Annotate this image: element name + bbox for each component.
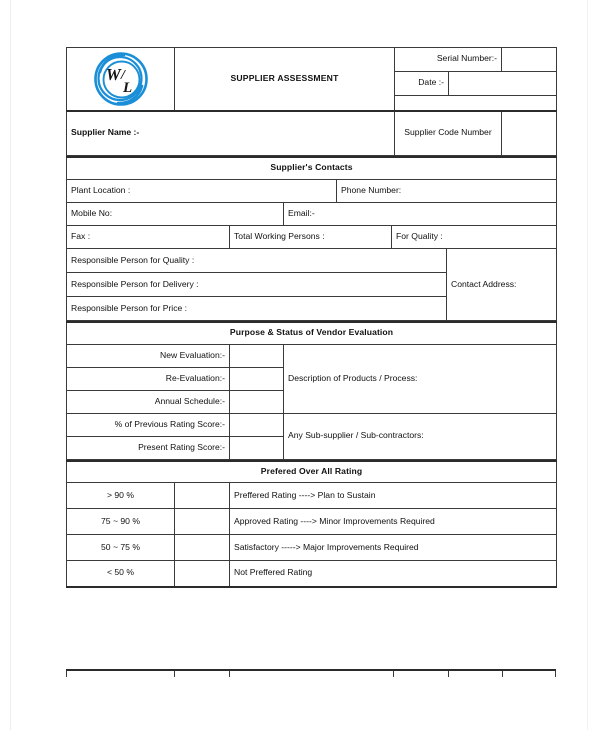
rating-range-2: 50 ~ 75 %	[67, 535, 175, 561]
any-sub-supplier-field[interactable]: Any Sub-supplier / Sub-contractors:	[284, 413, 557, 459]
table-row	[67, 561, 557, 587]
wil-logo-icon	[90, 48, 152, 110]
rating-range-1: 75 ~ 90 %	[67, 509, 175, 535]
present-rating-score-value[interactable]	[230, 436, 284, 459]
supplier-name-field[interactable]: Supplier Name :-	[67, 111, 395, 155]
supplier-assessment-form	[66, 47, 556, 588]
re-evaluation-label: Re-Evaluation:-	[67, 367, 230, 390]
new-evaluation-label: New Evaluation:-	[67, 344, 230, 367]
header-blank-cell[interactable]	[395, 95, 557, 111]
table-row	[67, 509, 557, 535]
rating-section-title: Prefered Over All Rating	[67, 461, 557, 483]
evaluation-section-title: Purpose & Status of Vendor Evaluation	[67, 322, 557, 344]
supplier-code-value[interactable]	[502, 111, 557, 155]
row-mobile-email	[67, 203, 557, 226]
phone-number-field[interactable]: Phone Number:	[337, 180, 557, 203]
rating-description-3: Not Preffered Rating	[230, 561, 557, 587]
rating-mark-1[interactable]	[175, 509, 230, 535]
row-plant-location	[67, 180, 557, 203]
evaluation-table	[66, 321, 557, 460]
rating-range-0: > 90 %	[67, 483, 175, 509]
description-of-products-field[interactable]: Description of Products / Process:	[284, 344, 557, 413]
rating-section-header-row	[67, 461, 557, 483]
svg-text:L: L	[122, 80, 132, 96]
re-evaluation-value[interactable]	[230, 367, 284, 390]
table-row	[67, 483, 557, 509]
mobile-no-field[interactable]: Mobile No:	[67, 203, 284, 226]
supplier-code-label: Supplier Code Number	[395, 111, 502, 155]
contacts-table	[66, 156, 557, 322]
date-value[interactable]	[449, 71, 557, 95]
evaluation-row-new	[67, 344, 557, 367]
responsible-person-quality-field[interactable]: Responsible Person for Quality :	[67, 249, 447, 273]
rating-range-3: < 50 %	[67, 561, 175, 587]
annual-schedule-label: Annual Schedule:-	[67, 390, 230, 413]
row-fax-persons-quality	[67, 226, 557, 249]
page-sheet	[10, 0, 588, 730]
plant-location-field[interactable]: Plant Location :	[67, 180, 337, 203]
annual-schedule-value[interactable]	[230, 390, 284, 413]
svg-text:W: W	[105, 65, 121, 84]
fax-field[interactable]: Fax :	[67, 226, 230, 249]
previous-rating-score-value[interactable]	[230, 413, 284, 436]
for-quality-field[interactable]: For Quality :	[392, 226, 557, 249]
rating-mark-3[interactable]	[175, 561, 230, 587]
serial-number-value[interactable]	[502, 48, 557, 72]
date-label: Date :-	[395, 71, 449, 95]
serial-number-label: Serial Number:-	[395, 48, 502, 72]
rating-table	[66, 460, 557, 588]
responsible-person-delivery-field[interactable]: Responsible Person for Delivery :	[67, 273, 447, 297]
supplier-name-row	[67, 111, 557, 155]
evaluation-row-previous-score	[67, 413, 557, 436]
header-table	[66, 47, 557, 156]
evaluation-section-header-row	[67, 322, 557, 344]
logo-cell	[67, 48, 175, 112]
total-working-persons-field[interactable]: Total Working Persons :	[230, 226, 392, 249]
rating-mark-2[interactable]	[175, 535, 230, 561]
contacts-section-title: Supplier's Contacts	[67, 157, 557, 180]
email-field[interactable]: Email:-	[284, 203, 557, 226]
new-evaluation-value[interactable]	[230, 344, 284, 367]
rating-mark-0[interactable]	[175, 483, 230, 509]
rating-description-2: Satisfactory -----> Major Improvements Required	[230, 535, 557, 561]
rating-description-1: Approved Rating ----> Minor Improvements Required	[230, 509, 557, 535]
contacts-section-header-row	[67, 157, 557, 180]
rating-description-0: Preffered Rating ----> Plan to Sustain	[230, 483, 557, 509]
previous-rating-score-label: % of Previous Rating Score:-	[67, 413, 230, 436]
responsible-person-price-field[interactable]: Responsible Person for Price :	[67, 297, 447, 321]
contact-address-field[interactable]: Contact Address:	[447, 249, 557, 321]
row-responsible-quality	[67, 249, 557, 273]
document-title: SUPPLIER ASSESSMENT	[175, 48, 395, 112]
present-rating-score-label: Present Rating Score:-	[67, 436, 230, 459]
svg-text:/: /	[120, 68, 125, 83]
header-row-serial	[67, 48, 557, 72]
cut-off-row-strip	[66, 669, 556, 675]
table-row	[67, 535, 557, 561]
